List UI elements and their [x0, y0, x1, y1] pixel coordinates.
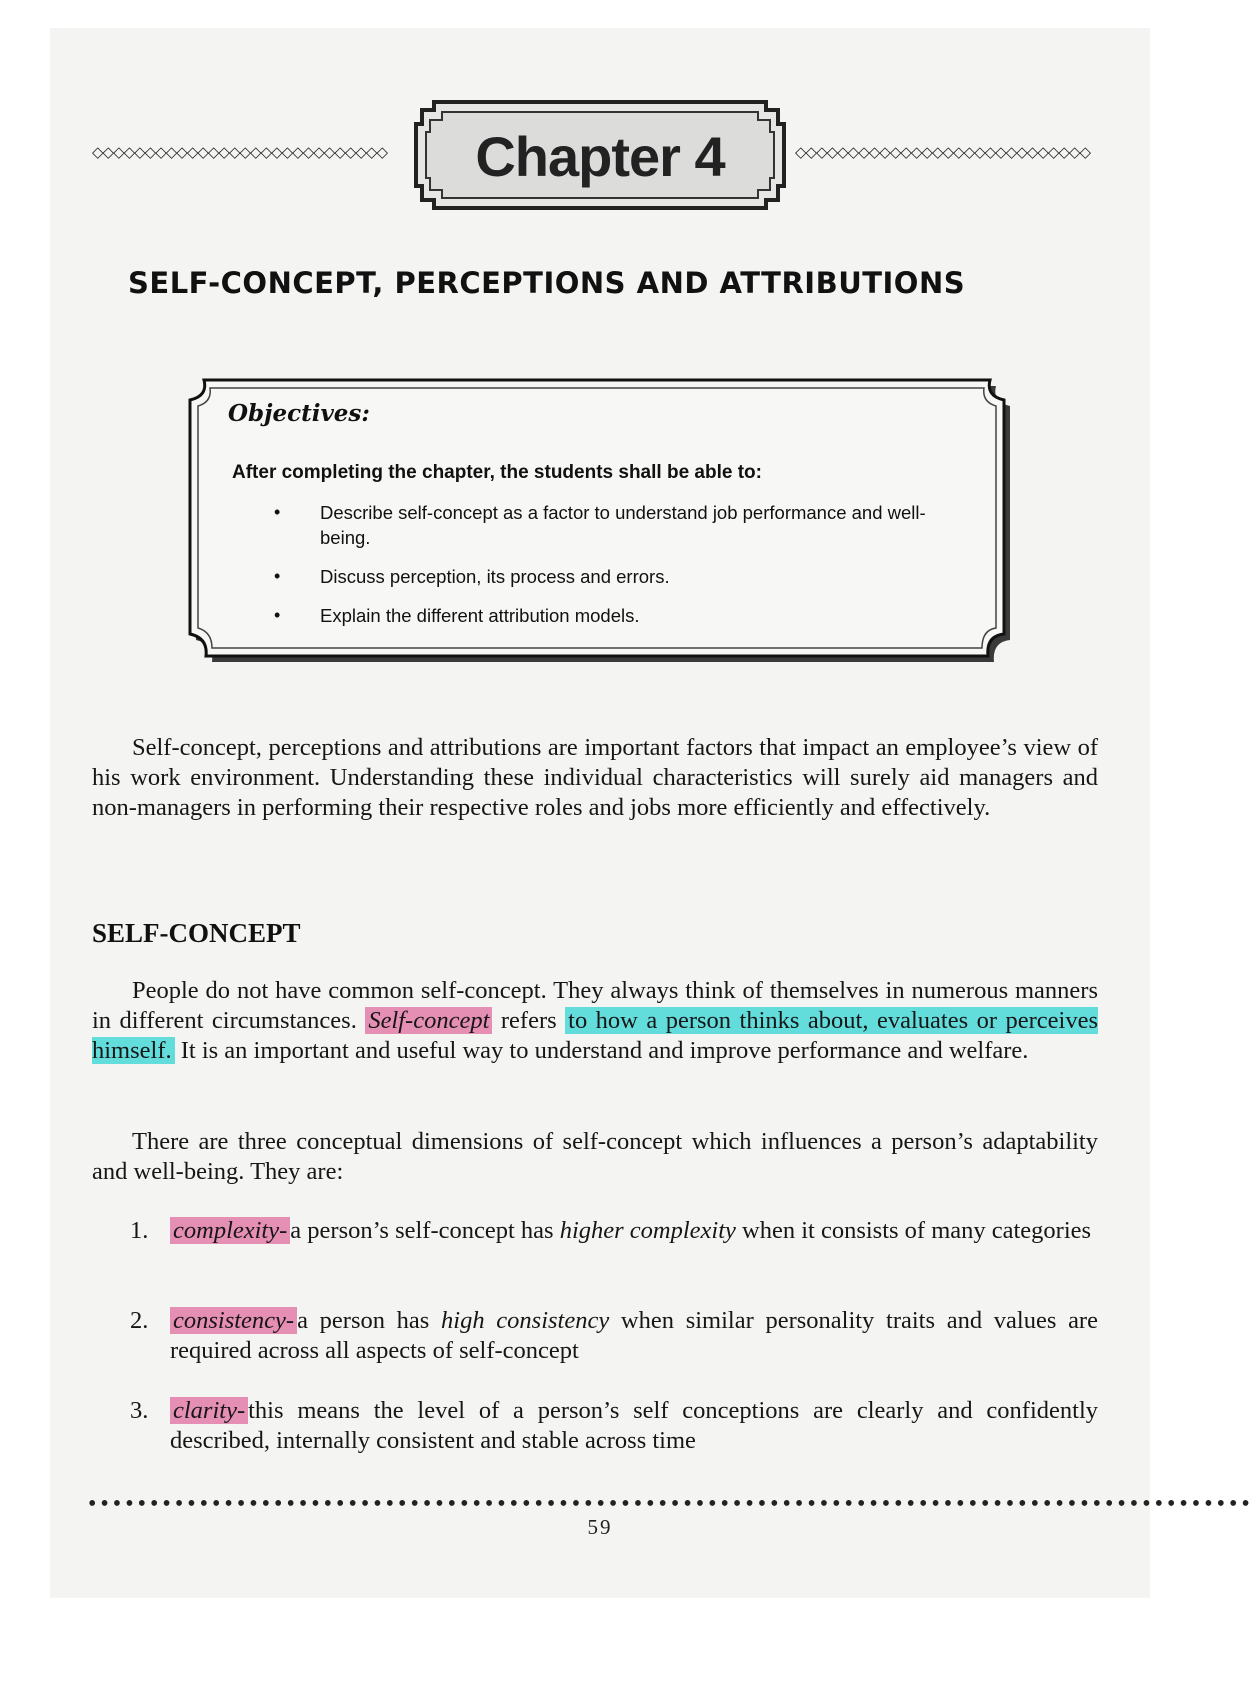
- highlight-term: Self-concept: [365, 1007, 492, 1034]
- bullet: •: [274, 566, 281, 586]
- objectives-box: [178, 366, 1018, 666]
- list-item: • Discuss perception, its process and errors.: [274, 566, 670, 587]
- footer-divider: ••••••••••••••••••••••••••••••••••••••••••••••••••••••••••••••••••••••••••••••••••••••••••••••: [88, 1491, 1254, 1517]
- highlight-term: consistency-: [170, 1307, 297, 1334]
- list-item: 2. consistency- a person has high consistency when similar personality traits and values are required across all aspects of self-concept: [130, 1307, 1098, 1364]
- list-item: 1. complexity- a person’s self-concept has higher complexity when it consists of many categories: [130, 1217, 1092, 1244]
- objectives-list: [232, 500, 952, 642]
- highlight-term: complexity-: [170, 1217, 290, 1244]
- bullet: •: [274, 502, 281, 522]
- highlight-definition: to how a person thinks about, evaluates or perceives himself.: [92, 1007, 1098, 1064]
- list-item: • Explain the different attribution models.: [274, 605, 640, 626]
- dimensions-paragraph: There are three conceptual dimensions of self-concept which influences a person’s adaptability and well-being. They are:: [92, 1128, 1098, 1185]
- objectives-intro: After completing the chapter, the students shall be able to:: [232, 462, 762, 483]
- banner-ornament-left: ◇◇◇◇◇◇◇◇◇◇◇◇◇◇◇◇◇◇◇◇◇◇◇◇◇◇◇◇: [92, 143, 387, 161]
- intro-paragraph: Self-concept, perceptions and attributions are important factors that impact an employee’s view of his work environment. Understanding these individual characteristics will surely aid managers and non-managers in performing their respective roles and jobs more efficiently and effectively.: [92, 734, 1098, 821]
- page-number: 59: [587, 1515, 613, 1539]
- bullet: •: [274, 605, 281, 625]
- highlight-term: clarity-: [170, 1397, 248, 1424]
- chapter-banner: [412, 96, 788, 214]
- list-item: • Describe self-concept as a factor to understand job performance and well-being.: [274, 502, 926, 548]
- objectives-label: Objectives:: [228, 400, 370, 427]
- self-concept-paragraph: People do not have common self-concept. They always think of themselves in numerous manners in different circumstances. Self-concept refers to how a person thinks about, evaluates or perceives himself. It is an important and useful way to understand and improve performance and welfare.: [92, 977, 1098, 1064]
- page-title: SELF-CONCEPT, PERCEPTIONS AND ATTRIBUTIONS: [128, 266, 966, 300]
- section-heading: SELF-CONCEPT: [92, 918, 301, 948]
- list-item: 3. clarity- this means the level of a person’s self conceptions are clearly and confidently described, internally consistent and stable across time: [130, 1397, 1098, 1454]
- banner-ornament-right: ◇◇◇◇◇◇◇◇◇◇◇◇◇◇◇◇◇◇◇◇◇◇◇◇◇◇◇◇: [795, 143, 1090, 161]
- chapter-title: Chapter 4: [475, 125, 725, 188]
